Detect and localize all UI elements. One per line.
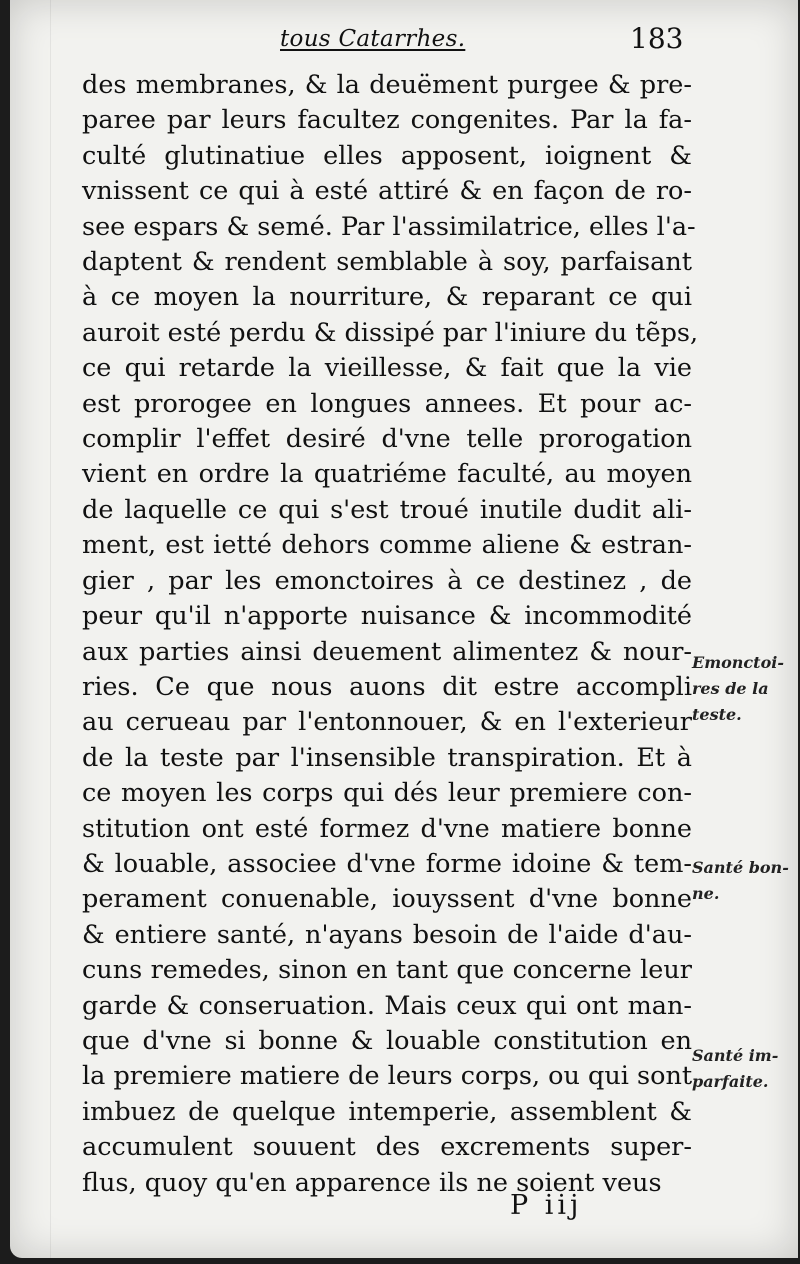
marginal-note-line: ne. [692, 884, 720, 903]
text-line: garde & conseruation. Mais ceux qui ont man- [82, 990, 692, 1021]
marginal-note-line: Santé bon- [692, 858, 789, 877]
text-line: ce moyen les corps qui dés leur premiere con- [82, 778, 692, 809]
text-line: gier , par les emonctoires à ce destinez , de [82, 565, 692, 596]
text-line: stitution ont esté formez d'vne matiere bonne [82, 813, 692, 844]
signature-mark: P iij [510, 1190, 583, 1221]
text-line: culté glutinatiue elles apposent, ioignent & [82, 140, 692, 171]
text-line: vnissent ce qui à esté attiré & en façon de ro- [82, 176, 692, 207]
marginal-note-line: teste. [692, 705, 742, 724]
paper-shadow [50, 0, 51, 1258]
marginal-note-sante-imparfaite [692, 1043, 778, 1095]
text-line: la premiere matiere de leurs corps, ou qui sont [82, 1061, 693, 1092]
marginal-note-line: Emonctoi- [692, 653, 784, 672]
text-line: à ce moyen la nourriture, & reparant ce qui [82, 282, 692, 313]
text-line: flus, quoy qu'en apparence ils ne soient veus [82, 1167, 662, 1198]
text-line: de laquelle ce qui s'est troué inutile dudit ali- [82, 494, 692, 525]
text-line: que d'vne si bonne & louable constitution en [82, 1025, 692, 1056]
text-line: ment, est ietté dehors comme aliene & estran- [82, 530, 692, 561]
text-line: imbuez de quelque intemperie, assemblent & [82, 1096, 692, 1127]
text-line: perament conuenable, iouyssent d'vne bonne [82, 884, 692, 915]
page-number: 183 [630, 22, 684, 55]
text-line: des membranes, & la deuëment purgee & pre- [82, 70, 692, 100]
text-line: vient en ordre la quatriéme faculté, au moyen [82, 459, 692, 490]
text-line: paree par leurs facultez congenites. Par la fa- [82, 105, 692, 136]
text-line: peur qu'il n'apporte nuisance & incommodité [82, 601, 692, 632]
marginal-note-sante-bonne [692, 855, 789, 907]
running-title: tous Catarrhes. [280, 26, 466, 52]
text-line: ce qui retarde la vieillesse, & fait que la vie [82, 353, 692, 384]
text-line: daptent & rendent semblable à soy, parfaisant [82, 247, 692, 278]
marginal-note-line: parfaite. [692, 1072, 769, 1091]
text-line: au cerueau par l'entonnouer, & en l'exterieur [82, 707, 692, 738]
text-line: cuns remedes, sinon en tant que concerne leur [82, 955, 692, 986]
text-line: see espars & semé. Par l'assimilatrice, elles l'a- [82, 211, 696, 242]
text-line: est prorogee en longues annees. Et pour ac- [82, 388, 692, 419]
body-text [82, 68, 699, 1201]
text-line: ries. Ce que nous auons dit estre accompli [82, 671, 692, 702]
marginal-note-emonctoires [692, 650, 784, 728]
text-line: accumulent souuent des excrements super- [82, 1132, 692, 1163]
text-line: auroit esté perdu & dissipé par l'iniure du tẽps, [82, 317, 699, 348]
marginal-note-line: Santé im- [692, 1046, 779, 1065]
marginal-note-line: res de la [692, 679, 769, 698]
book-page [10, 0, 798, 1258]
text-line: complir l'effet desiré d'vne telle prorogation [82, 424, 692, 455]
text-line: de la teste par l'insensible transpiration. Et à [82, 742, 692, 773]
text-line: & louable, associee d'vne forme idoine & tem- [82, 848, 692, 879]
text-line: aux parties ainsi deuement alimentez & nour- [82, 636, 692, 667]
text-line: & entiere santé, n'ayans besoin de l'aide d'au- [82, 919, 692, 950]
